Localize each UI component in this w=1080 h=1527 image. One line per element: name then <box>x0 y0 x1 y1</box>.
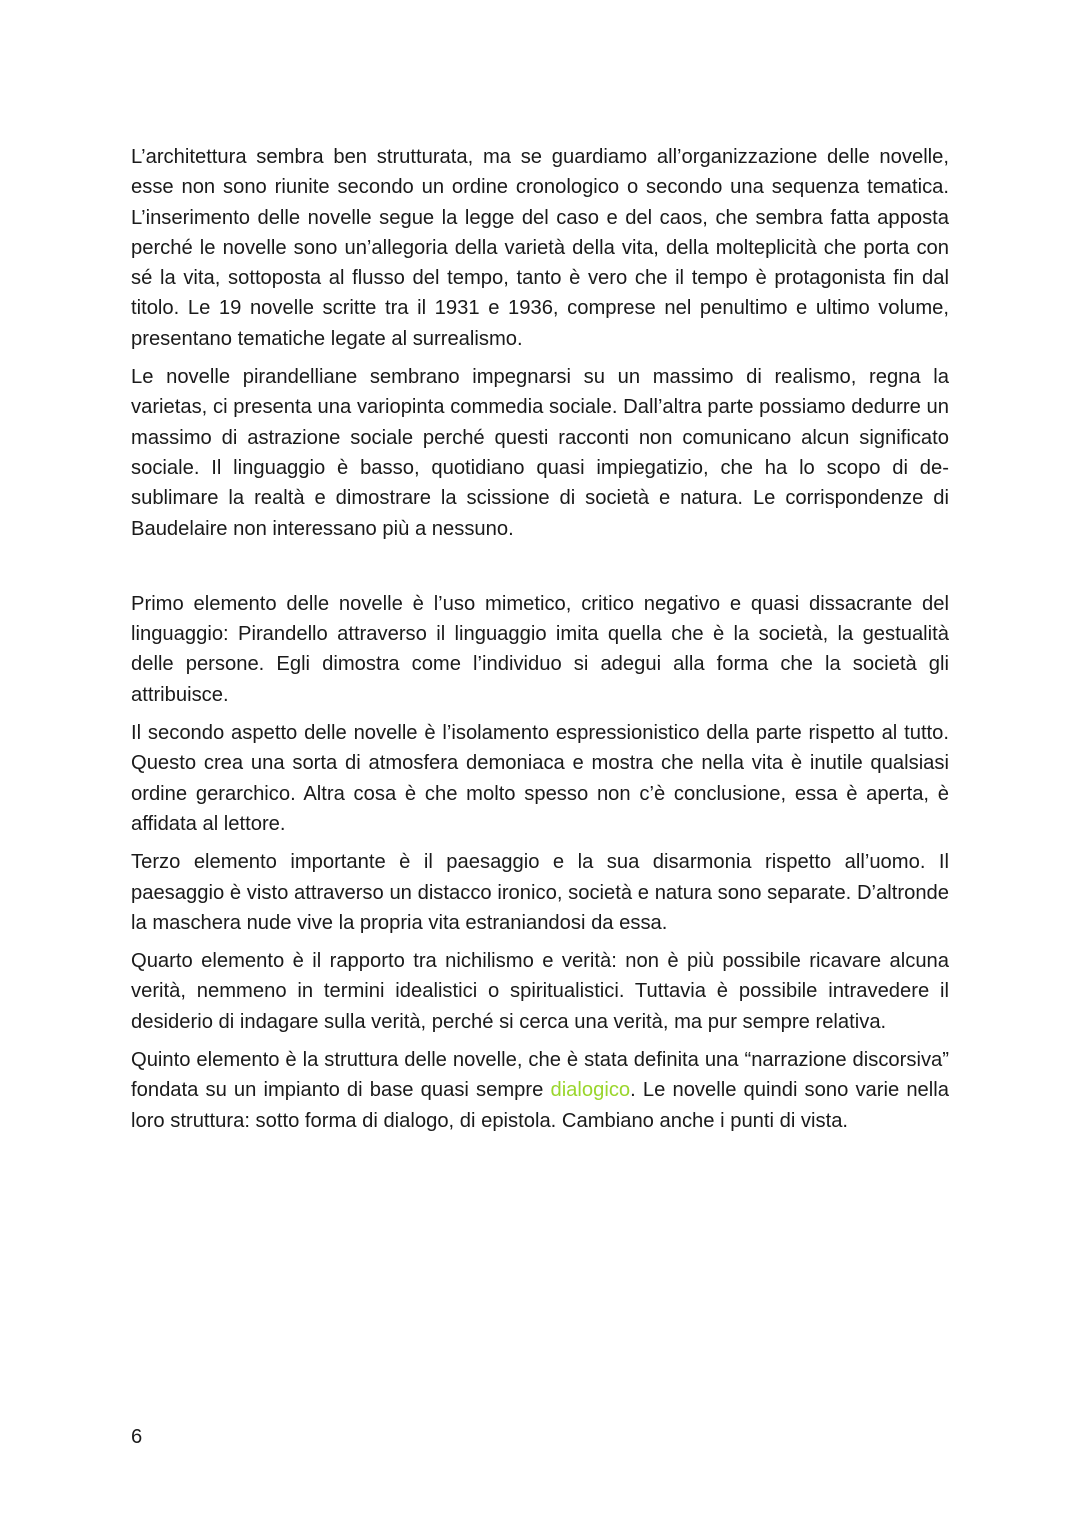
paragraph-spacer <box>131 938 949 946</box>
paragraph-spacer <box>131 839 949 847</box>
paragraph-quarto-elemento: Quarto elemento è il rapporto tra nichilismo e verità: non è più possibile ricavare alcuna verità, nemmeno in termini idealistici o spiritualistici. Tuttavia è possibile intravedere il desiderio di indagare sulla verità, perché si cerca una verità, ma pur sempre relativa. <box>131 950 949 1033</box>
paragraph-terzo-elemento: Terzo elemento importante è il paesaggio e la sua disarmonia rispetto all’uomo. Il paesaggio è visto attraverso un distacco ironico, società e natura sono separate. D’altronde la maschera nude vive la propria vita estraniandosi da essa. <box>131 851 949 934</box>
paragraph-spacer <box>131 354 949 362</box>
page-number: 6 <box>131 1426 143 1448</box>
paragraph-spacer <box>131 710 949 718</box>
paragraph-secondo-aspetto: Il secondo aspetto delle novelle è l’isolamento espressionistico della parte rispetto al tutto. Questo crea una sorta di atmosfera demoniaca e mostra che nella vita è inutile qualsiasi ordine gerarchico. Altra cosa è che molto spesso non c’è conclusione, essa è aperta, è affidata al lettore. <box>131 722 949 835</box>
paragraph-primo-elemento: Primo elemento delle novelle è l’uso mimetico, critico negativo e quasi dissacrante del linguaggio: Pirandello attraverso il linguaggio imita quella che è la società, la gestualità delle persone. Egli dimostra come l’individuo si adegui alla forma che la società gli attribuisce. <box>131 592 949 706</box>
paragraph-text-before: Quinto elemento è la struttura delle novelle, che è stata definita una “narrazione discorsiva” fondata su un impianto di base quasi sempre <box>131 1049 949 1102</box>
document-body <box>131 142 949 1136</box>
paragraph-architettura: L’architettura sembra ben strutturata, ma se guardiamo all’organizzazione delle novelle, esse non sono riunite secondo un ordine cronologico o secondo una sequenza tematica. L’inserimento delle novelle segue la legge del caso e del caos, che sembra fatta apposta perché le novelle sono un’allegoria della varietà della vita, della molteplicità che porta con sé la vita, sottoposta al flusso del tempo, tanto è vero che il tempo è protagonista fin dal titolo. Le 19 novelle scritte tra il 1931 e 1936, comprese nel penultimo e ultimo volume, presentano tematiche legate al surrealismo. <box>131 146 949 350</box>
paragraph-text-after: . Le novelle quindi sono varie nella loro struttura: sotto forma di dialogo, di epistola. Cambiano anche i punti di vista. <box>131 1079 949 1132</box>
highlighted-word: dialogico <box>550 1079 631 1102</box>
paragraph-realismo: Le novelle pirandelliane sembrano impegnarsi su un massimo di realismo, regna la varietas, ci presenta una variopinta commedia sociale. Dall’altra parte possiamo dedurre un massimo di astrazione sociale perché questi racconti non comunicano alcun significato sociale. Il linguaggio è basso, quotidiano quasi impiegatizio, che ha lo scopo di de-sublimare la realtà e dimostrare la scissione di società e natura. Le corrispondenze di Baudelaire non interessano più a nessuno. <box>131 366 949 540</box>
section-spacer <box>131 544 949 589</box>
paragraph-spacer <box>131 1037 949 1045</box>
paragraph-quinto-elemento <box>131 1045 949 1136</box>
